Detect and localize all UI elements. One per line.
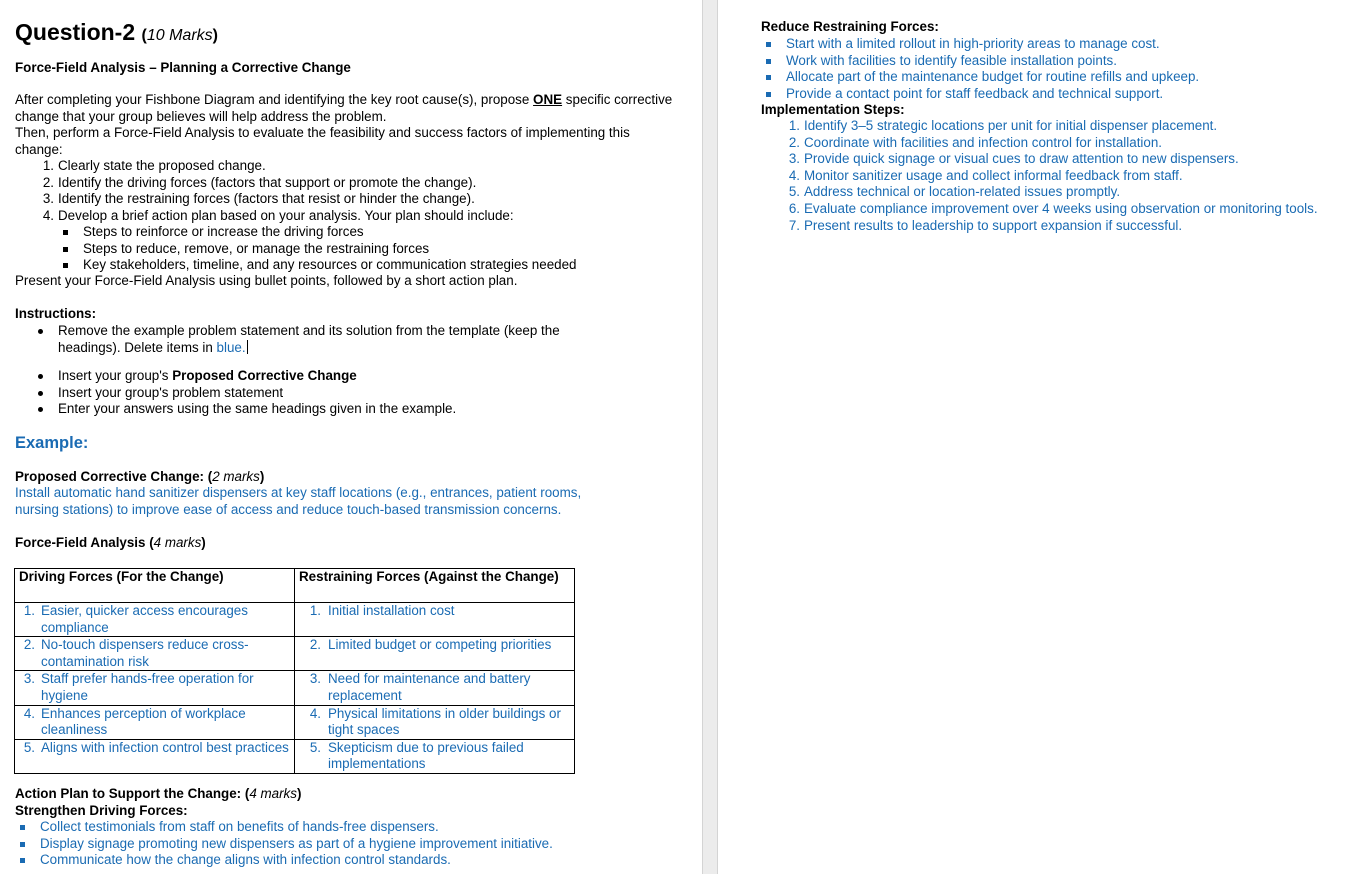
table-row: 3. Staff prefer hands-free operation for hygiene 3. Need for maintenance and battery replacement (15, 671, 575, 705)
list-item: 3. Provide quick signage or visual cues to draw attention to new dispensers. (788, 151, 1239, 167)
list-item: Collect testimonials from staff on benefits of hands-free dispensers. (40, 819, 553, 836)
steps-list (42, 158, 514, 224)
list-item: Display signage promoting new dispensers as part of a hygiene improvement initiative. (40, 835, 553, 851)
section-subtitle: Force-Field Analysis – Planning a Corrective Change (15, 60, 351, 75)
list-item: Allocate part of the maintenance budget for routine refills and upkeep. (786, 69, 1200, 85)
list-item: 2. Identify the driving forces (factors that support or promote the change). (42, 174, 477, 190)
ffa-heading: Force-Field Analysis (4 marks) (15, 535, 206, 550)
strengthen-list (40, 819, 553, 869)
list-item: 5. Address technical or location-related issues promptly. (788, 184, 1121, 200)
list-item: Steps to reinforce or increase the driving forces (83, 224, 577, 241)
strengthen-heading: Strengthen Driving Forces: (15, 803, 188, 818)
list-item: 7. Present results to leadership to support expansion if successful. (788, 217, 1183, 233)
reduce-list (786, 36, 1199, 102)
present-line: Present your Force-Field Analysis using bullet points, followed by a short action plan. (15, 273, 518, 288)
intro-paragraph: After completing your Fishbone Diagram and identifying the key root cause(s), propose ONE specific corrective change that your group believes will help address the problem. Then, perform a Force-Field Analysis to evaluate the feasibility and success factors of implementing this change: (15, 92, 673, 157)
implementation-heading: Implementation Steps: (761, 102, 905, 117)
table-row: 5. Aligns with infection control best practices 5. Skepticism due to previous failed implementations (15, 739, 575, 773)
proposed-change-text: Install automatic hand sanitizer dispensers at key staff locations (e.g., entrances, patient rooms, nursing stations) to improve ease of access and reduce touch-based transmission concerns. (15, 485, 582, 517)
instructions-list-1 (58, 323, 658, 356)
instructions-list-2 (58, 368, 658, 418)
list-item: Insert your group's problem statement (58, 385, 658, 402)
table-row: 4. Enhances perception of workplace cleanliness 4. Physical limitations in older buildings or tight spaces (15, 705, 575, 739)
instructions-heading: Instructions: (15, 306, 97, 321)
list-item: 2. Coordinate with facilities and infection control for installation. (788, 134, 1163, 150)
action-plan-heading: Action Plan to Support the Change: (4 marks) (15, 786, 302, 801)
list-item: Remove the example problem statement and its solution from the template (keep the headings). Delete items in blue. (58, 323, 658, 356)
list-item: Steps to reduce, remove, or manage the restraining forces (83, 241, 577, 258)
emphasis-one: ONE (533, 92, 563, 107)
list-item: Key stakeholders, timeline, and any resources or communication strategies needed (83, 257, 577, 273)
text-cursor (247, 340, 248, 354)
table-row: 1. Easier, quicker access encourages compliance 1. Initial installation cost (15, 603, 575, 637)
proposed-change-heading: Proposed Corrective Change: (2 marks) (15, 469, 265, 484)
page-gap (702, 0, 718, 874)
list-item: 1. Clearly state the proposed change. (42, 158, 266, 173)
reduce-heading: Reduce Restraining Forces: (761, 19, 939, 34)
document-page-right[interactable] (718, 0, 1354, 874)
list-item: Insert your group's Proposed Corrective Change (58, 368, 658, 385)
list-item: 4. Develop a brief action plan based on your analysis. Your plan should include: (42, 207, 514, 223)
list-item: 6. Evaluate compliance improvement over 4 weeks using observation or monitoring tools. (788, 200, 1318, 216)
list-item: Enter your answers using the same headings given in the example. (58, 401, 658, 418)
list-item: 1. Identify 3–5 strategic locations per unit for initial dispenser placement. (788, 118, 1218, 133)
list-item: 3. Identify the restraining forces (factors that resist or hinder the change). (42, 191, 475, 207)
table-row: 2. No-touch dispensers reduce cross-contamination risk 2. Limited budget or competing priorities (15, 637, 575, 671)
example-heading: Example: (15, 434, 89, 452)
force-field-table (14, 568, 575, 774)
column-header-driving: Driving Forces (For the Change) (15, 569, 295, 603)
column-header-restraining: Restraining Forces (Against the Change) (295, 569, 575, 603)
question-heading: Question-2 (10 Marks) (15, 19, 218, 45)
list-item: Communicate how the change aligns with infection control standards. (40, 852, 553, 869)
plan-includes-list (83, 224, 577, 274)
question-marks: (10 Marks) (141, 27, 218, 44)
list-item: 4. Monitor sanitizer usage and collect informal feedback from staff. (788, 167, 1183, 183)
list-item: Work with facilities to identify feasible installation points. (786, 53, 1199, 70)
list-item: Provide a contact point for staff feedback and technical support. (786, 86, 1199, 103)
list-item: Start with a limited rollout in high-priority areas to manage cost. (786, 36, 1199, 53)
implementation-list (788, 118, 1318, 234)
